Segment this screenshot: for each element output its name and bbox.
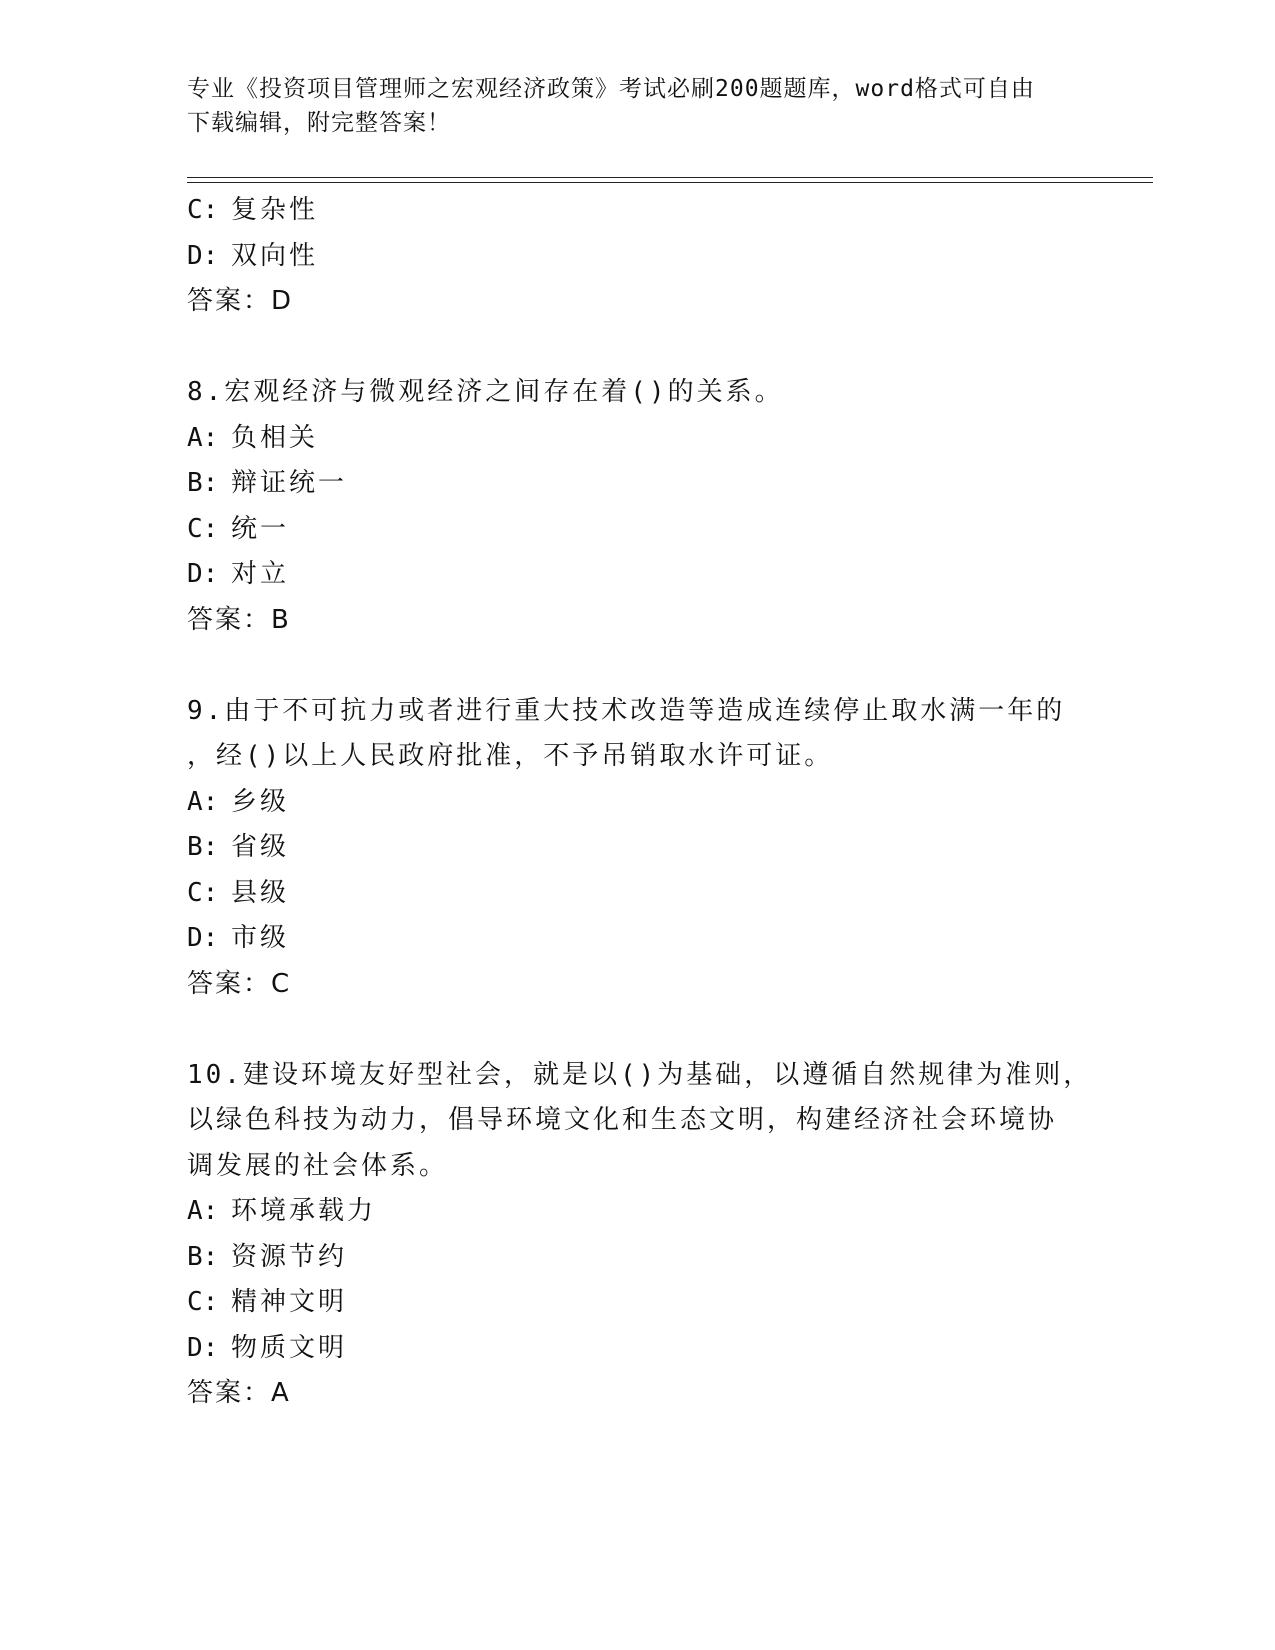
question-stem-10-line-2: 以绿色科技为动力，倡导环境文化和生态文明，构建经济社会环境协 (187, 1105, 1058, 1135)
option-b (187, 825, 1087, 871)
answer-line: 答案：A (187, 1378, 291, 1408)
option-a (187, 780, 1087, 826)
option-d (187, 552, 1087, 598)
header-line-1: 专业《投资项目管理师之宏观经济政策》考试必刷200题题库，word格式可自由 (187, 76, 1035, 102)
option-letter: D: (187, 923, 219, 953)
option-letter: B: (187, 1241, 219, 1272)
header-divider-top (187, 177, 1153, 178)
answer-line: 答案：D (187, 286, 294, 316)
option-text: 双向性 (231, 240, 319, 271)
option-c (187, 507, 1087, 553)
option-text: 县级 (231, 877, 290, 908)
option-letter: D: (187, 559, 219, 589)
option-letter: C: (187, 195, 219, 225)
option-b (187, 461, 1087, 507)
option-letter: D: (187, 1332, 219, 1363)
option-text: 统一 (231, 513, 290, 544)
option-a (187, 1189, 1087, 1235)
option-text: 市级 (231, 923, 290, 953)
option-text: 对立 (231, 559, 290, 589)
option-b (187, 1235, 1087, 1281)
option-letter: B: (187, 468, 219, 498)
answer-line: 答案：C (187, 968, 292, 999)
option-a (187, 416, 1087, 462)
header-divider-bottom (187, 182, 1153, 183)
option-c (187, 188, 1087, 234)
option-letter: B: (187, 832, 219, 862)
question-stem-10-line-1: 10.建设环境友好型社会，就是以()为基础，以遵循自然规律为准则， (187, 1059, 1093, 1090)
question-stem-8: 8.宏观经济与微观经济之间存在着()的关系。 (187, 377, 784, 407)
option-text: 辩证统一 (231, 468, 348, 498)
option-text: 复杂性 (231, 195, 319, 225)
option-letter: A: (187, 1196, 219, 1226)
document-header (187, 72, 1067, 140)
option-letter: C: (187, 1287, 219, 1317)
question-stem-10-line-3: 调发展的社会体系。 (187, 1150, 449, 1181)
option-d (187, 1326, 1087, 1372)
option-text: 省级 (231, 832, 290, 862)
option-letter: A: (187, 786, 219, 817)
option-letter: C: (187, 877, 219, 908)
option-letter: C: (187, 513, 219, 544)
option-text: 精神文明 (231, 1287, 348, 1317)
option-text: 环境承载力 (231, 1196, 377, 1226)
question-stem-9-line-1: 9.由于不可抗力或者进行重大技术改造等造成连续停止取水满一年的 (187, 695, 1066, 726)
option-text: 乡级 (231, 786, 290, 817)
header-line-2: 下载编辑，附完整答案！ (187, 110, 451, 136)
option-d (187, 234, 1087, 280)
option-letter: A: (187, 422, 219, 453)
option-d (187, 916, 1087, 962)
question-list (187, 188, 1093, 1417)
option-letter: D: (187, 240, 219, 271)
answer-line: 答案：B (187, 604, 291, 635)
option-c (187, 871, 1087, 917)
option-c (187, 1280, 1087, 1326)
question-stem-9-line-2: ，经()以上人民政府批准，不予吊销取水许可证。 (187, 741, 834, 771)
option-text: 物质文明 (231, 1332, 348, 1363)
option-text: 负相关 (231, 422, 319, 453)
option-text: 资源节约 (231, 1241, 348, 1272)
